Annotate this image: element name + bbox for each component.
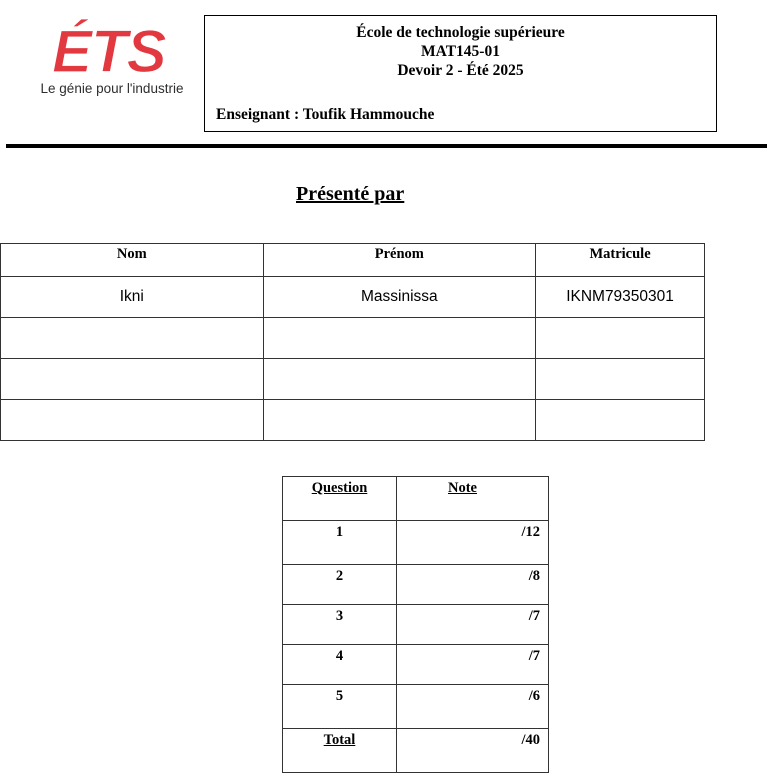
column-header-prenom: Prénom	[263, 244, 536, 277]
assignment-title: Devoir 2 - Été 2025	[397, 62, 524, 79]
header-divider	[6, 144, 767, 148]
question-max-score: /8	[397, 565, 549, 605]
question-max-score: /7	[397, 645, 549, 685]
teacher-name: Enseignant : Toufik Hammouche	[216, 106, 435, 123]
student-nom	[1, 318, 264, 359]
question-max-score: /6	[397, 685, 549, 729]
grades-table	[282, 476, 549, 773]
student-nom: Ikni	[1, 277, 264, 318]
grade-row	[283, 521, 549, 565]
total-label: Total	[283, 729, 397, 773]
student-matricule	[536, 359, 705, 400]
course-code: MAT145-01	[421, 43, 500, 60]
student-prenom	[263, 359, 536, 400]
students-table	[0, 243, 705, 441]
student-matricule	[536, 318, 705, 359]
students-header-row	[1, 244, 705, 277]
note-header-label: Note	[448, 480, 477, 496]
course-header-box	[204, 15, 717, 132]
student-matricule	[536, 400, 705, 441]
column-header-matricule: Matricule	[536, 244, 705, 277]
student-row	[1, 359, 705, 400]
presented-by-heading: Présenté par	[296, 183, 405, 205]
grade-row	[283, 685, 549, 729]
question-max-score: /12	[397, 521, 549, 565]
student-matricule: IKNM79350301	[536, 277, 705, 318]
column-header-nom: Nom	[1, 244, 264, 277]
student-row	[1, 277, 705, 318]
question-number: 3	[283, 605, 397, 645]
student-prenom: Massinissa	[263, 277, 536, 318]
grade-row	[283, 565, 549, 605]
grade-row	[283, 605, 549, 645]
question-max-score: /7	[397, 605, 549, 645]
student-nom	[1, 400, 264, 441]
grades-header-row	[283, 477, 549, 521]
question-number: 4	[283, 645, 397, 685]
question-number: 2	[283, 565, 397, 605]
ets-logo-mark	[48, 6, 178, 86]
student-prenom	[263, 400, 536, 441]
grade-total-row	[283, 729, 549, 773]
column-header-note	[397, 477, 549, 521]
logo-tagline: Le génie pour l'industrie	[40, 81, 184, 96]
grade-row	[283, 645, 549, 685]
ets-logo	[34, 6, 190, 102]
school-name: École de technologie supérieure	[356, 24, 565, 41]
student-row	[1, 318, 705, 359]
column-header-question: Question	[283, 477, 397, 521]
total-max-score: /40	[397, 729, 549, 773]
question-number: 1	[283, 521, 397, 565]
question-number: 5	[283, 685, 397, 729]
student-nom	[1, 359, 264, 400]
student-prenom	[263, 318, 536, 359]
svg-text:ÉTS: ÉTS	[52, 18, 166, 85]
student-row	[1, 400, 705, 441]
